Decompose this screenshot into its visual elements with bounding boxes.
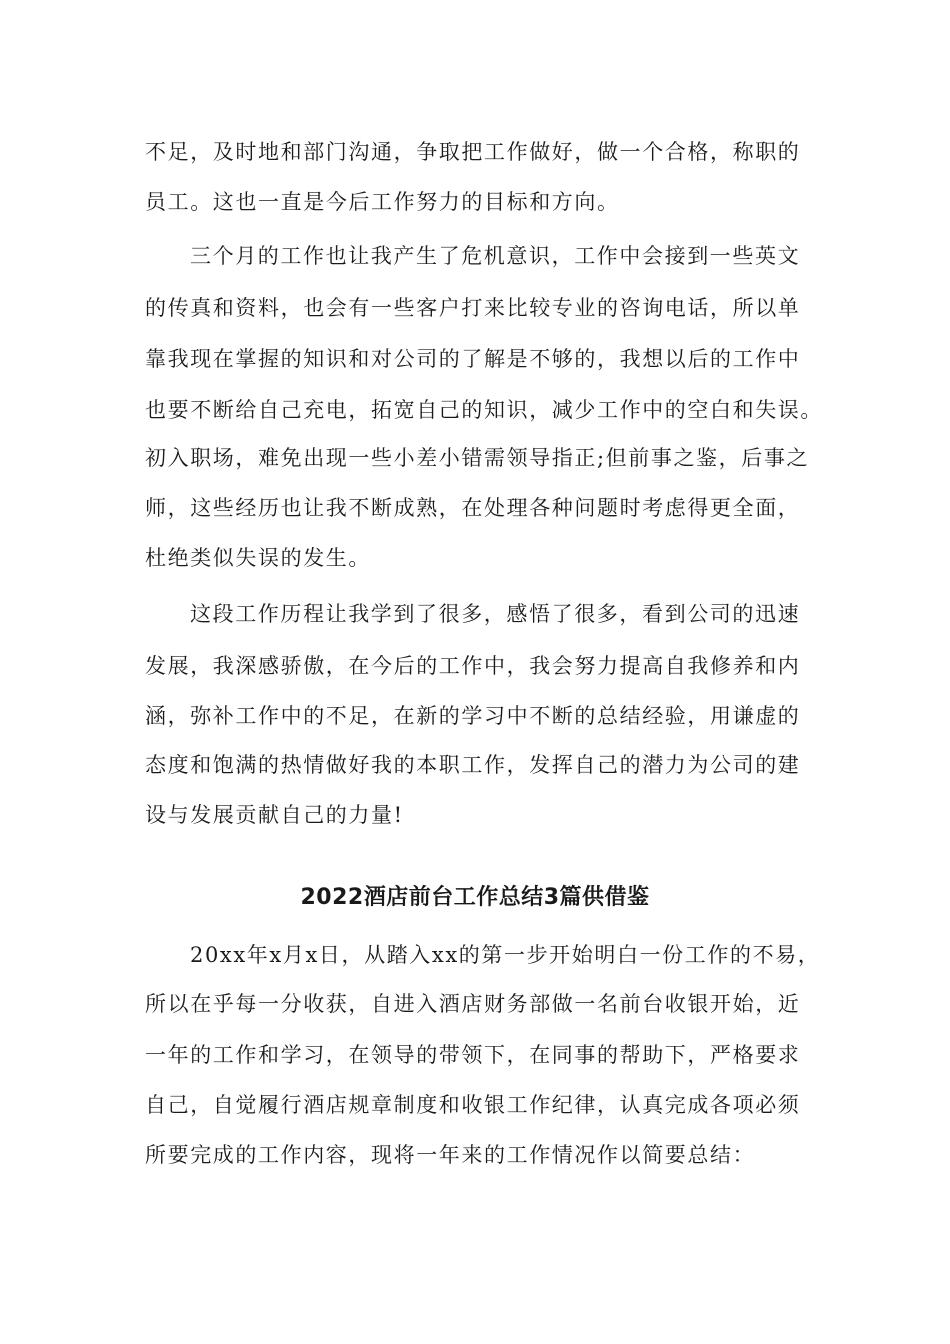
text-line: 初入职场，难免出现一些小差小错需领导指正;但前事之鉴，后事之 — [145, 446, 810, 470]
text-line: 师，这些经历也让我不断成熟，在处理各种问题时考虑得更全面， — [145, 496, 801, 520]
text-line: 自己，自觉履行酒店规章制度和收银工作纪律，认真完成各项必须 — [145, 1093, 801, 1117]
text-line: 员工。这也一直是今后工作努力的目标和方向。 — [145, 190, 620, 214]
text-line: 设与发展贡献自己的力量! — [145, 803, 404, 827]
text-line: 一年的工作和学习，在领导的带领下，在同事的帮助下，严格要求 — [145, 1043, 801, 1067]
text-line: 三个月的工作也让我产生了危机意识，工作中会接到一些英文 — [190, 244, 801, 268]
text-line: 发展，我深感骄傲，在今后的工作中，我会努力提高自我修养和内 — [145, 654, 801, 678]
text-line: 这段工作历程让我学到了很多，感悟了很多，看到公司的迅速 — [190, 602, 801, 626]
text-line: 杜绝类似失误的发生。 — [145, 546, 371, 570]
text-line: 不足，及时地和部门沟通，争取把工作做好，做一个合格，称职的 — [145, 140, 801, 164]
text-line: 态度和饱满的热情做好我的本职工作，发挥自己的潜力为公司的建 — [145, 753, 801, 777]
text-line: 也要不断给自己充电，拓宽自己的知识，减少工作中的空白和失误。 — [145, 398, 823, 422]
text-line: 所要完成的工作内容，现将一年来的工作情况作以简要总结： — [145, 1143, 756, 1167]
text-line: 20xx年x月x日，从踏入xx的第一步开始明白一份工作的不易， — [190, 943, 821, 967]
text-line: 所以在乎每一分收获，自进入酒店财务部做一名前台收银开始，近 — [145, 992, 801, 1016]
text-line: 涵，弥补工作中的不足，在新的学习中不断的总结经验，用谦虚的 — [145, 704, 801, 728]
section-heading: 2022酒店前台工作总结3篇供借鉴 — [300, 885, 650, 910]
text-line: 的传真和资料，也会有一些客户打来比较专业的咨询电话，所以单 — [145, 296, 801, 320]
text-line: 靠我现在掌握的知识和对公司的了解是不够的，我想以后的工作中 — [145, 347, 801, 371]
